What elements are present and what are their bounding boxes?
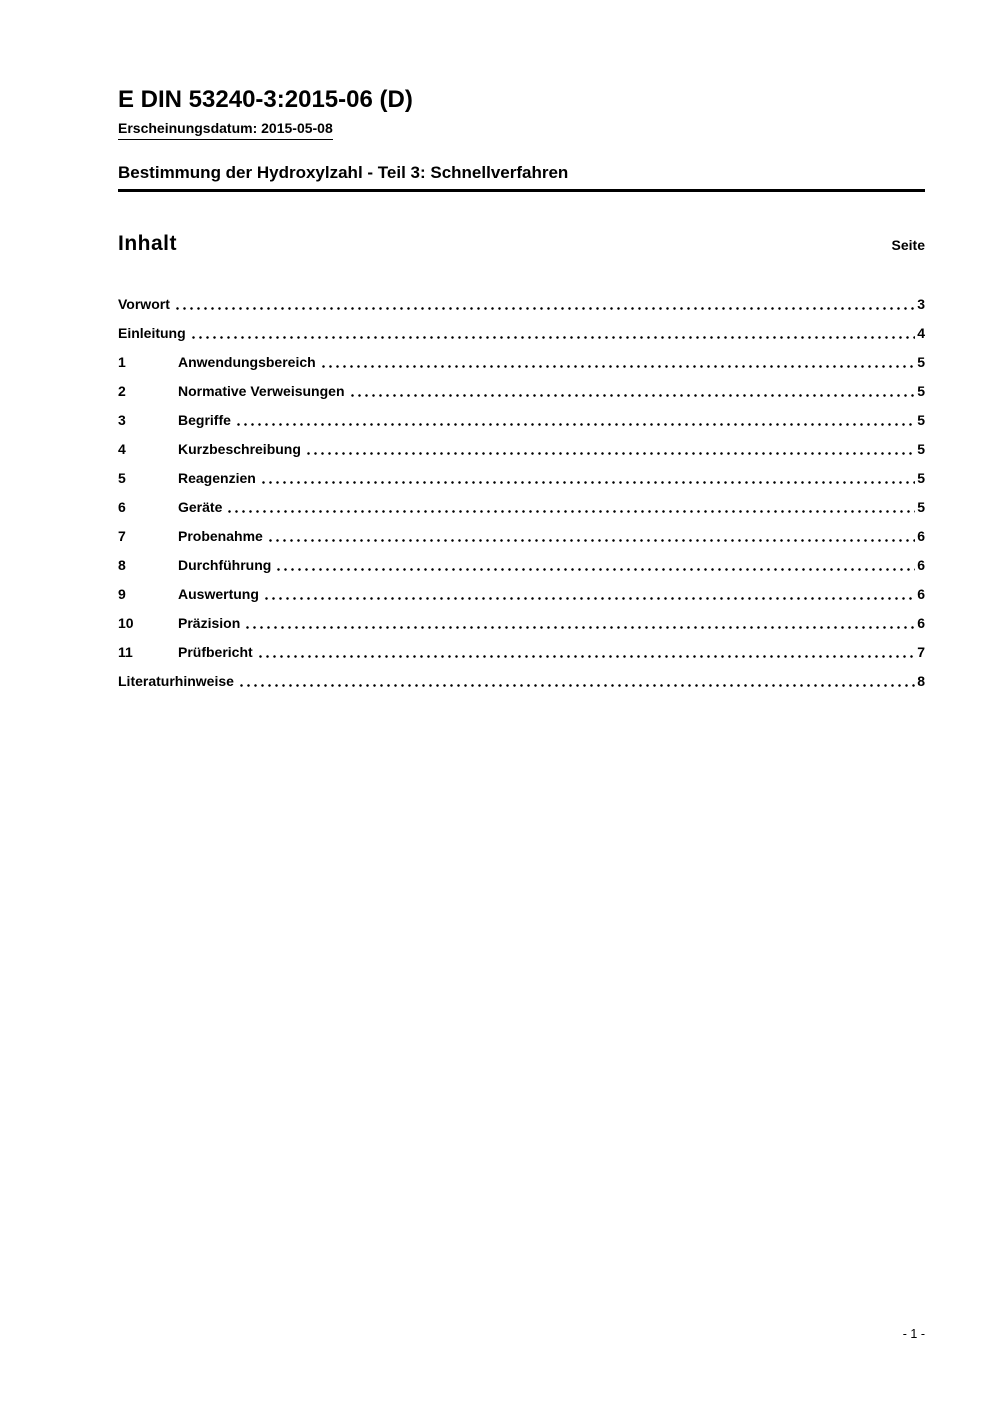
toc-entry-title: Auswertung xyxy=(178,585,259,602)
toc-entry-title: Reagenzien xyxy=(178,469,256,486)
toc-entry[interactable] xyxy=(118,371,925,400)
toc-header xyxy=(118,232,925,256)
toc-entry-title: Geräte xyxy=(178,498,223,515)
toc-entry-page: 6 xyxy=(917,527,925,544)
page-content xyxy=(118,0,925,690)
toc-entry-number: 5 xyxy=(118,469,126,486)
document-title: E DIN 53240-3:2015-06 (D) xyxy=(118,86,413,113)
toc-entry[interactable] xyxy=(118,516,925,545)
horizontal-rule xyxy=(118,189,925,192)
toc-entry-page: 6 xyxy=(917,614,925,631)
toc-entry-page: 5 xyxy=(917,469,925,486)
toc-entry-page: 5 xyxy=(917,411,925,428)
toc-entry-number: 9 xyxy=(118,585,126,602)
toc-leader-dots xyxy=(275,568,915,571)
document-subtitle: Bestimmung der Hydroxylzahl - Teil 3: Schnellverfahren xyxy=(118,162,569,182)
toc-entry-number: 4 xyxy=(118,440,126,457)
toc-entry-number: 6 xyxy=(118,498,126,515)
toc-leader-dots xyxy=(349,394,916,397)
toc-entry-page: 8 xyxy=(917,672,925,689)
toc-leader-dots xyxy=(260,481,915,484)
toc-entry-page: 5 xyxy=(917,498,925,515)
toc-entry-number: 11 xyxy=(118,643,133,660)
toc-entry[interactable] xyxy=(118,429,925,458)
toc-leader-dots xyxy=(244,626,915,629)
toc-leader-dots xyxy=(263,597,915,600)
toc-entry-page: 6 xyxy=(917,585,925,602)
toc-page-column-label: Seite xyxy=(891,236,925,253)
toc-entry-title: Prüfbericht xyxy=(178,643,253,660)
toc-entry-number: 8 xyxy=(118,556,126,573)
toc-entry-title: Anwendungsbereich xyxy=(178,353,316,370)
toc-entry-title: Begriffe xyxy=(178,411,231,428)
toc-leader-dots xyxy=(267,539,915,542)
toc-leader-dots xyxy=(305,452,915,455)
toc-entry-title: Präzision xyxy=(178,614,241,631)
toc-entry-title: Literaturhinweise xyxy=(118,672,234,689)
toc-entry-page: 7 xyxy=(917,643,925,660)
toc-entry[interactable] xyxy=(118,487,925,516)
toc-entry[interactable] xyxy=(118,458,925,487)
toc-heading: Inhalt xyxy=(118,231,177,255)
toc-leader-dots xyxy=(320,365,916,368)
publication-date-value: 2015-05-08 xyxy=(261,119,333,136)
page-number: - 1 - xyxy=(902,1327,925,1341)
toc-entry-number: 10 xyxy=(118,614,134,631)
toc-entry-title: Einleitung xyxy=(118,324,186,341)
page-footer xyxy=(903,1327,925,1341)
toc-entry[interactable] xyxy=(118,632,925,661)
toc-entry-title: Kurzbeschreibung xyxy=(178,440,301,457)
toc-leader-dots xyxy=(190,336,916,339)
toc-entry[interactable] xyxy=(118,661,925,690)
toc-leader-dots xyxy=(235,423,915,426)
publication-date-label: Erscheinungsdatum: xyxy=(118,119,258,136)
table-of-contents xyxy=(118,232,925,690)
toc-entry[interactable] xyxy=(118,545,925,574)
toc-entry[interactable] xyxy=(118,342,925,371)
toc-entry-number: 1 xyxy=(118,353,126,370)
toc-entry-title: Durchführung xyxy=(178,556,272,573)
toc-entry[interactable] xyxy=(118,603,925,632)
toc-entry[interactable] xyxy=(118,400,925,429)
toc-entry[interactable] xyxy=(118,574,925,603)
toc-leader-dots xyxy=(226,510,915,513)
toc-entry[interactable] xyxy=(118,313,925,342)
toc-entry-number: 2 xyxy=(118,382,126,399)
toc-entries xyxy=(118,284,925,690)
toc-entry-page: 4 xyxy=(917,324,925,341)
toc-leader-dots xyxy=(174,307,915,310)
toc-entry-number: 3 xyxy=(118,411,126,428)
toc-entry-title: Normative Verweisungen xyxy=(178,382,345,399)
toc-entry-title: Probenahme xyxy=(178,527,263,544)
toc-entry-page: 6 xyxy=(917,556,925,573)
toc-entry-number: 7 xyxy=(118,527,126,544)
toc-entry[interactable] xyxy=(118,284,925,313)
toc-leader-dots xyxy=(238,684,915,687)
toc-entry-title: Vorwort xyxy=(118,295,170,312)
toc-entry-page: 5 xyxy=(917,353,925,370)
toc-entry-page: 5 xyxy=(917,382,925,399)
toc-entry-page: 5 xyxy=(917,440,925,457)
toc-entry-page: 3 xyxy=(917,295,925,312)
toc-leader-dots xyxy=(257,655,916,658)
publication-date-line xyxy=(118,120,333,140)
